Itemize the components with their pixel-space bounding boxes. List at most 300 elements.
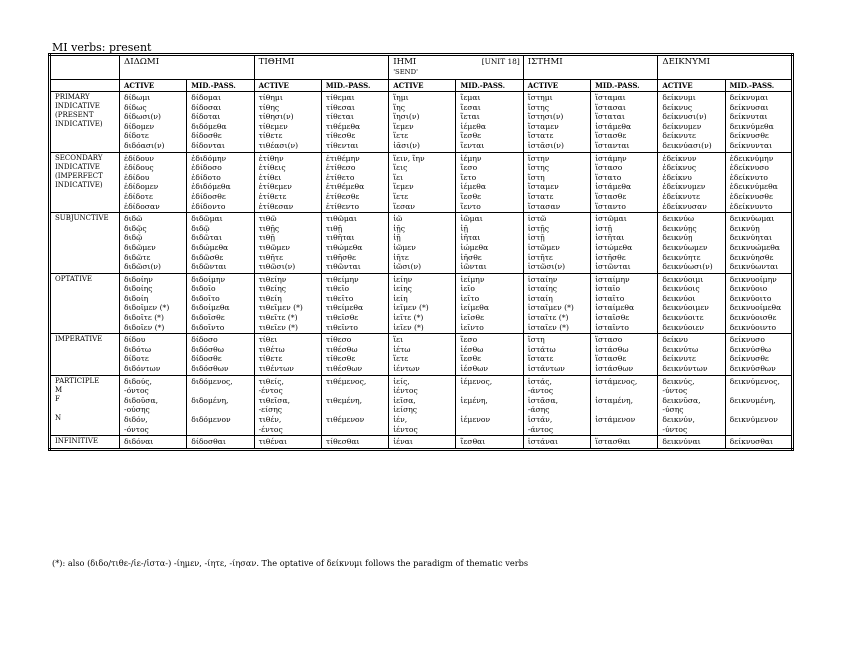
- form: δεικνύωμαι: [729, 214, 775, 224]
- form: ἵστης: [527, 163, 549, 173]
- form-cell: [725, 213, 792, 274]
- form: τιθῶ: [258, 214, 277, 224]
- form: τιθείμεθα: [325, 303, 364, 313]
- form-cell: [658, 273, 725, 334]
- form: διδοῖτε (*): [124, 313, 164, 323]
- form: [326, 386, 385, 396]
- form: ἱῶσι(ν): [393, 262, 422, 272]
- form: τιθεῖντο: [325, 322, 358, 332]
- section-label: [50, 273, 120, 334]
- form: δείκνυσο: [729, 335, 765, 345]
- form-cell: [389, 92, 456, 153]
- form: [460, 405, 519, 415]
- form: ἱείσης: [393, 405, 418, 415]
- form: -άσης: [527, 405, 550, 415]
- form-cell: [321, 213, 388, 274]
- verb-name: ΙΣΤΗΜΙ: [527, 57, 563, 67]
- section-row: [50, 436, 793, 450]
- form: ἵστανται: [595, 140, 630, 150]
- form: τίθεσθε: [325, 354, 356, 364]
- section-row: [50, 273, 793, 334]
- form: διδοῖντο: [191, 322, 225, 332]
- form-cell: [523, 375, 590, 436]
- form: δεικνυώμεθα: [729, 242, 780, 252]
- form: δεικνύωνται: [729, 262, 779, 272]
- form: δίδοσθε: [191, 131, 222, 141]
- form: ἐδείκνυσο: [729, 163, 769, 173]
- form: τιθέντων: [258, 364, 294, 374]
- form: ἐδίδους: [124, 163, 154, 173]
- form: ἱστῶμεν: [527, 242, 560, 252]
- form: διδοίη: [124, 293, 149, 303]
- form: δείκνυσθαι: [729, 437, 773, 447]
- voice-header-active: ACTIVE: [658, 80, 725, 92]
- form: ἐτίθην: [258, 153, 284, 163]
- form: ἱσταῖο: [595, 284, 621, 294]
- form-cell: [120, 375, 187, 436]
- form: δίδοσαι: [191, 102, 222, 112]
- form: δεικνύωμεν: [662, 242, 708, 252]
- form: [730, 425, 788, 435]
- form-cell: [120, 152, 187, 213]
- form: δεικνύμενος,: [729, 376, 780, 386]
- form: ἱστῶνται: [595, 262, 631, 272]
- form: τίθεσθε: [325, 131, 356, 141]
- voice-header-midpass: MID.-PASS.: [321, 80, 388, 92]
- form: ἐτίθεντο: [325, 201, 360, 211]
- form: ἱστάναι: [527, 437, 558, 447]
- form: δίδοται: [191, 112, 221, 122]
- form: ἵησι(ν): [393, 112, 420, 122]
- form: δεικνύν,: [662, 415, 695, 424]
- form-cell: [187, 375, 254, 436]
- form-cell: [658, 92, 725, 153]
- form: ἵσταμαι: [595, 93, 626, 102]
- form-cell: [591, 92, 658, 153]
- form-cell: [725, 152, 792, 213]
- form: ἐτίθετε: [258, 191, 287, 201]
- form: ἱστῆται: [595, 233, 625, 243]
- form: ἱῶνται: [460, 262, 487, 272]
- form: ἵστασθε: [595, 191, 627, 201]
- form: ἱώμεθα: [460, 242, 489, 252]
- form: ἱείη: [393, 293, 408, 303]
- form: διδοῦσα,: [124, 395, 159, 405]
- voice-header-midpass: MID.-PASS.: [591, 80, 658, 92]
- form: ἱῆται: [460, 233, 481, 243]
- page-title: MI verbs: present: [52, 41, 152, 54]
- form-cell: [321, 92, 388, 153]
- form: διδομένη,: [191, 395, 229, 405]
- form-cell: [456, 273, 523, 334]
- form: διδοίμην: [191, 274, 226, 284]
- section-label-text: IMPERATIVE: [55, 335, 103, 344]
- form: -ούσης: [124, 405, 150, 415]
- form: ἱεῖο: [460, 284, 475, 294]
- form: ἐδίδοσο: [191, 163, 222, 173]
- form: ἵεσθε: [460, 191, 482, 201]
- form-cell: [187, 334, 254, 375]
- form: τίθετε: [258, 131, 283, 141]
- form: ἵειν, ἵην: [393, 153, 425, 163]
- form-cell: [254, 213, 321, 274]
- participle-gender: F: [55, 394, 60, 403]
- form: ἐδίδοσθε: [191, 191, 226, 201]
- form: διδῷ: [124, 233, 143, 243]
- form: ἵστης: [527, 102, 549, 112]
- form: τιθῇς: [258, 223, 280, 233]
- form: διδῶ: [124, 214, 143, 224]
- form: διδότω: [124, 344, 152, 354]
- voice-header-midpass: MID.-PASS.: [725, 80, 792, 92]
- form: δεικνύοις: [662, 284, 700, 294]
- form: τιθέασι(ν): [258, 140, 299, 150]
- form: ἵσταται: [595, 112, 625, 122]
- form: ἱστάσθω: [595, 344, 629, 354]
- verb-header-4: [658, 55, 793, 80]
- form: ἵσταμεν: [527, 182, 559, 192]
- form-cell: [725, 92, 792, 153]
- form: ἐδίδοτε: [124, 191, 153, 201]
- form: δεικνύοιεν: [662, 322, 704, 332]
- form: ἱσταῖντο: [595, 322, 629, 332]
- form-cell: [187, 213, 254, 274]
- form: τιθεῖτε (*): [258, 313, 298, 323]
- form: ἱσταίην: [527, 274, 558, 284]
- form: τιθεῖεν (*): [258, 322, 298, 332]
- form: ἱέναι: [393, 437, 413, 447]
- form: ἵεσαι: [460, 102, 481, 112]
- form: -ύσης: [662, 405, 684, 415]
- form: [326, 405, 385, 415]
- form: ἵστασαι: [595, 102, 626, 112]
- form: ἐτίθει: [258, 172, 282, 182]
- form: ἱέτω: [393, 344, 411, 354]
- form: ἐδείκνυτο: [729, 172, 768, 182]
- form: τιθῇ: [325, 223, 343, 233]
- form: ἐτίθεις: [258, 163, 286, 173]
- form: ἱέμενον: [460, 415, 491, 424]
- form: τίθεσαι: [325, 102, 355, 112]
- form: δίδοτε: [124, 131, 149, 141]
- form: ἐδείκνυς: [662, 163, 697, 173]
- form: ἐδίδοτο: [191, 172, 221, 182]
- form-cell: [321, 334, 388, 375]
- form: τιθῶμεν: [258, 242, 291, 252]
- form-cell: [591, 436, 658, 450]
- form: τιθώμεθα: [325, 242, 363, 252]
- form-cell: [187, 273, 254, 334]
- form: δεικνύοιντο: [729, 322, 777, 332]
- verb-header-0: [120, 55, 255, 80]
- form-cell: [321, 273, 388, 334]
- form: ἱείς,: [393, 376, 410, 386]
- form: τίθεται: [325, 112, 354, 122]
- form: τίθεσο: [325, 335, 352, 345]
- form: διδόντων: [124, 364, 161, 374]
- form-cell: [591, 152, 658, 213]
- form: τιθεμένη,: [325, 395, 363, 405]
- voice-header-active: ACTIVE: [523, 80, 590, 92]
- form: ἱστάν,: [527, 415, 553, 424]
- form: ἱέσθων: [460, 364, 488, 374]
- form: ἵημι: [393, 93, 409, 102]
- form: διδόναι: [124, 437, 154, 447]
- form: τίθης: [258, 102, 280, 112]
- form-cell: [591, 213, 658, 274]
- form: ἱείμην: [460, 274, 485, 284]
- form: ἵεσο: [460, 163, 478, 173]
- section-label: [50, 152, 120, 213]
- form: διδῶμαι: [191, 214, 223, 224]
- form: δεικνύοιο: [729, 284, 768, 294]
- form-cell: [456, 334, 523, 375]
- form: δεικνύησθε: [729, 252, 774, 262]
- form: τίθεμαι: [325, 93, 355, 102]
- form: δίδοσο: [191, 335, 218, 345]
- section-row: [50, 92, 793, 153]
- form: ἱεῖσθε: [460, 313, 485, 323]
- form: τιθέμενον: [325, 415, 365, 424]
- form: ἐτίθεσαν: [258, 201, 294, 211]
- form: τιθέσθω: [325, 344, 358, 354]
- form: ἵεσθε: [460, 354, 482, 364]
- form: τιθέσθων: [325, 364, 363, 374]
- form: δεικνύῃ: [662, 233, 693, 243]
- section-row: [50, 334, 793, 375]
- form: ἐδείκνυτε: [662, 191, 701, 201]
- form: διδῶμεν: [124, 242, 156, 252]
- form: ἵει: [393, 172, 404, 182]
- form: δείκνυνται: [729, 140, 773, 150]
- form: -άντος: [527, 386, 554, 396]
- form: [460, 425, 519, 435]
- section-row: [50, 213, 793, 274]
- form: ἵης: [393, 102, 405, 112]
- form: ἵστατο: [595, 172, 622, 182]
- form: διδόασι(ν): [124, 140, 165, 150]
- form-cell: [389, 273, 456, 334]
- form: ἱέμην: [460, 153, 482, 163]
- form: δεικνύς,: [662, 376, 695, 386]
- form: δεικνυοίμεθα: [729, 303, 782, 313]
- form: ἵστημι: [527, 93, 553, 102]
- form: ἱστάμεθα: [595, 121, 632, 131]
- voice-header-midpass: MID.-PASS.: [456, 80, 523, 92]
- verb-note: 'SEND': [393, 68, 418, 76]
- form: -άντος: [527, 424, 554, 434]
- form: δείκνυτε: [662, 354, 696, 364]
- form: ἐδίδοντο: [191, 201, 226, 211]
- form: δείκνυσθε: [729, 131, 769, 141]
- form: τιθεῖσθε: [325, 313, 359, 323]
- section-label: [50, 334, 120, 375]
- form-cell: [389, 334, 456, 375]
- verb-unit: [UNIT 18]: [481, 57, 520, 66]
- form: ἵετε: [393, 354, 409, 364]
- form-cell: [120, 213, 187, 274]
- form: διδόμενος,: [191, 376, 233, 386]
- form-cell: [658, 213, 725, 274]
- form: [730, 405, 788, 415]
- form: δείκνυ: [662, 335, 688, 345]
- section-label-text: SECONDARY INDICATIVE (IMPERFECT INDICATIVE): [55, 153, 103, 189]
- form: δεικνύοισθε: [729, 313, 777, 323]
- form: ἱστῇς: [527, 223, 549, 233]
- form: τίθεσθαι: [325, 437, 360, 447]
- form: ἐτιθέμην: [325, 153, 360, 163]
- form: -ύντος: [662, 424, 688, 434]
- form: τιθείης: [258, 284, 287, 294]
- form: ἐδίδουν: [124, 153, 155, 163]
- voice-header-midpass: MID.-PASS.: [187, 80, 254, 92]
- form: ἵεμαι: [460, 93, 481, 102]
- form: ἱέντων: [393, 364, 420, 374]
- form: ἱστάμενον: [595, 415, 636, 424]
- form-cell: [254, 152, 321, 213]
- form-cell: [254, 334, 321, 375]
- form-cell: [725, 375, 792, 436]
- section-label-text: INFINITIVE: [55, 437, 99, 446]
- form: ἵεσθαι: [460, 437, 486, 447]
- form: [595, 405, 654, 415]
- form: -όντος: [124, 424, 149, 434]
- form: ἱσταῖμεν (*): [527, 303, 574, 313]
- form: ἵστατε: [527, 354, 554, 364]
- form-cell: [120, 92, 187, 153]
- form-cell: [591, 334, 658, 375]
- form: δεικνύῃ: [729, 223, 760, 233]
- form: διδοίην: [124, 274, 153, 284]
- form-cell: [321, 436, 388, 450]
- form: διδοῖεν (*): [124, 322, 165, 332]
- form: ἐτίθεσο: [325, 163, 356, 173]
- form-cell: [254, 375, 321, 436]
- form: δείκνυτε: [662, 131, 696, 141]
- form: ἱεῖεν (*): [393, 322, 424, 332]
- form-cell: [725, 436, 792, 450]
- form: ἵενται: [460, 140, 485, 150]
- form: ἐδίδομεν: [124, 182, 159, 192]
- form: ἱῶμεν: [393, 242, 416, 252]
- participle-gender: N: [55, 413, 62, 422]
- form: δεικνυμένη,: [729, 395, 776, 405]
- form: ἱστάντων: [527, 364, 565, 374]
- form: ἱσταμένη,: [595, 395, 634, 405]
- form: ἱσταῖσθε: [595, 313, 630, 323]
- form: δεικνύηται: [729, 233, 772, 243]
- form: ἵσταμεν: [527, 121, 559, 131]
- form: διδοῖσθε: [191, 313, 225, 323]
- form: διδώμεθα: [191, 242, 229, 252]
- form: ἐδείκνυσθε: [729, 191, 773, 201]
- form: ἱστάς,: [527, 376, 552, 386]
- form-cell: [523, 152, 590, 213]
- form: ἱῶμαι: [460, 214, 483, 224]
- form-cell: [120, 334, 187, 375]
- verb-name: ΔΕΙΚΝΥΜΙ: [662, 57, 711, 67]
- form: δείκνυμεν: [662, 121, 702, 131]
- form: διδῷς: [124, 223, 147, 233]
- form: τιθεῖο: [325, 284, 350, 294]
- form: ἱέμεθα: [460, 121, 486, 131]
- form: ἐτιθέμεθα: [325, 182, 365, 192]
- verb-name: ΙΗΜΙ: [393, 57, 417, 67]
- form: δείκνυμι: [662, 93, 696, 102]
- form: ἱέν,: [393, 415, 408, 424]
- form: ἐδεικνύμεθα: [729, 182, 778, 192]
- form-cell: [321, 152, 388, 213]
- form: δίδως: [124, 102, 147, 112]
- form: δεικνύοιμι: [662, 274, 704, 284]
- form: δεικνύασι(ν): [662, 140, 712, 150]
- section-label: [50, 92, 120, 153]
- form: -είσης: [258, 405, 283, 415]
- form: [191, 425, 250, 435]
- form: ἵστατε: [527, 191, 554, 201]
- form: δίδοσθε: [191, 354, 222, 364]
- form-cell: [523, 213, 590, 274]
- form: ἱστάσθων: [595, 364, 634, 374]
- form: ἵστατε: [527, 131, 554, 141]
- form-cell: [456, 436, 523, 450]
- form: δεικνύντων: [662, 364, 708, 374]
- form: τίθετε: [258, 354, 283, 364]
- form: τιθείην: [258, 274, 287, 284]
- mi-verbs-table: [48, 53, 794, 451]
- form: δείκνυσαι: [729, 102, 769, 112]
- form: δεικνύοι: [662, 293, 696, 303]
- form: ἐδεικνύμην: [729, 153, 774, 163]
- form: ἵεται: [460, 112, 480, 122]
- form: ἐδείκνυσαν: [662, 201, 707, 211]
- section-label-text: OPTATIVE: [55, 274, 93, 283]
- form: ἱεῖσα,: [393, 395, 416, 405]
- form: διδόμενον: [191, 415, 231, 424]
- form-cell: [725, 334, 792, 375]
- form-cell: [523, 92, 590, 153]
- form: -ύντος: [662, 386, 688, 396]
- form: ἵεσο: [460, 335, 478, 345]
- form: δεικνύμεθα: [729, 121, 774, 131]
- form: ἐτίθετο: [325, 172, 355, 182]
- form: [326, 425, 385, 435]
- form: ἵει: [393, 335, 404, 345]
- form: τιθῆτε: [258, 252, 284, 262]
- voice-header-active: ACTIVE: [389, 80, 456, 92]
- form: δεικνύμενον: [729, 415, 778, 424]
- form: [730, 386, 788, 396]
- form: ἐδείκνυντο: [729, 201, 773, 211]
- form-cell: [523, 436, 590, 450]
- voice-header-row: [50, 80, 793, 92]
- form: ἱέντος: [393, 386, 418, 396]
- form: ἱείην: [393, 274, 413, 284]
- form-cell: [187, 436, 254, 450]
- form: ἵεις: [393, 163, 408, 173]
- form: τιθεῖτο: [325, 293, 354, 303]
- verb-header-1: [254, 55, 389, 80]
- form: δεικνύοιτε: [662, 313, 704, 323]
- form: τιθεῖσα,: [258, 395, 290, 405]
- form: τιθῇ: [258, 233, 275, 243]
- form: ἱσταίμην: [595, 274, 630, 284]
- form: ἱεμένη,: [460, 395, 488, 405]
- form: τίθησι(ν): [258, 112, 294, 122]
- form: -έντος: [258, 424, 283, 434]
- form: ἱστῶσι(ν): [527, 262, 566, 272]
- verb-name: ΔΙΔΩΜΙ: [124, 57, 160, 67]
